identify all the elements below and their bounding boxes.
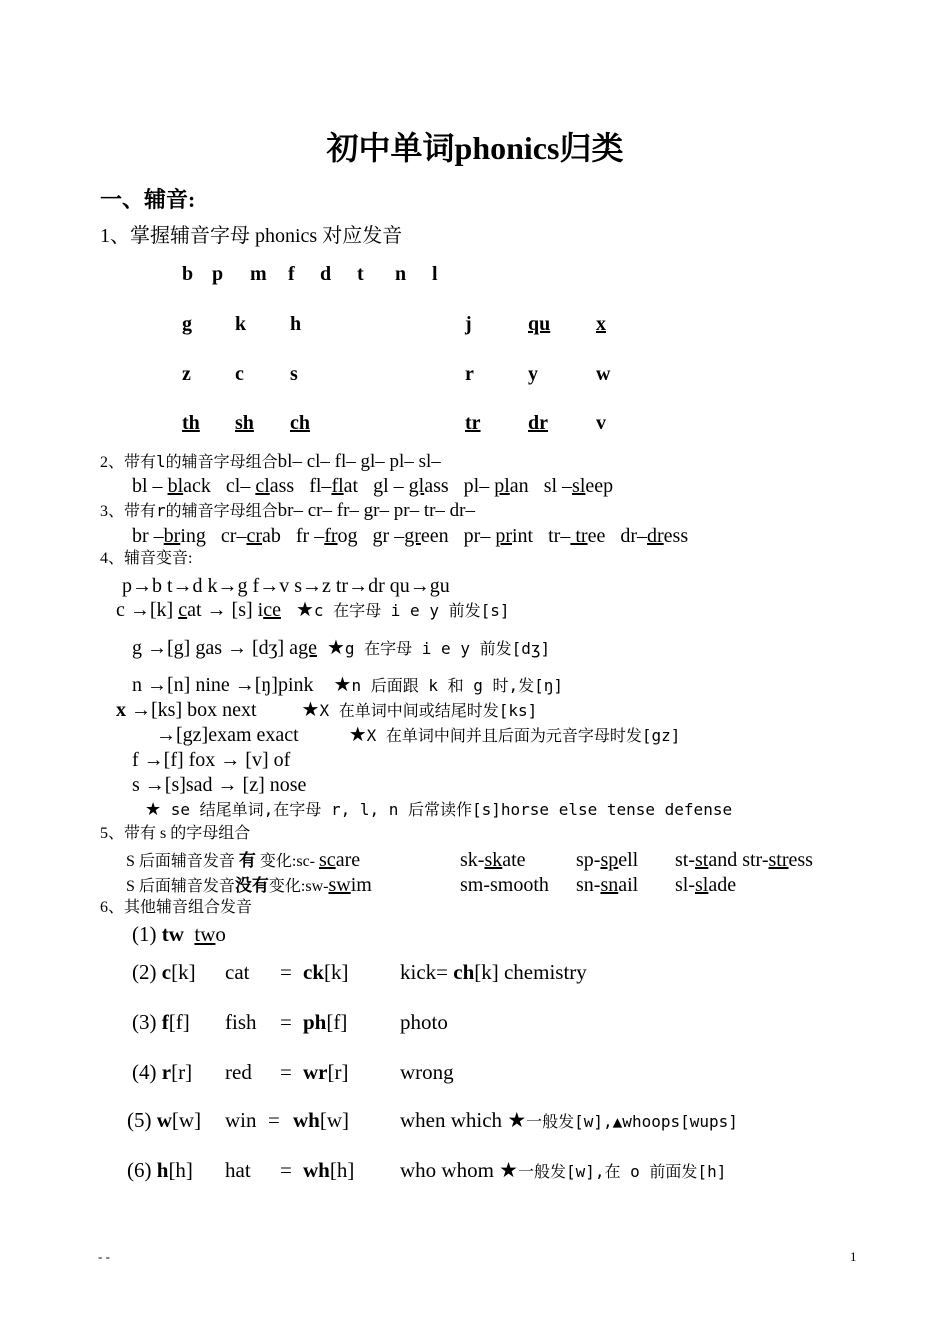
ex-prefix: pr– [463, 525, 496, 547]
page-number: 1 [850, 1249, 857, 1264]
row-note: 一般发[w],▲whoops[wups] [526, 1112, 738, 1131]
ex-suffix: are [335, 849, 361, 871]
phonetic: [k] [324, 960, 349, 984]
ex-suffix: and str- [708, 849, 769, 871]
section-heading: 一、辅音: [100, 187, 196, 212]
grid-letter: p [212, 263, 224, 285]
item-3-heading [100, 501, 475, 520]
example-text: wrong [400, 1060, 454, 1084]
grid-letter: th [182, 412, 200, 434]
phonetic: [f] [326, 1010, 348, 1034]
c-text: at → [s] i [187, 599, 264, 621]
ex-suffix: im [350, 874, 372, 896]
row-left [127, 1160, 193, 1181]
row-number: (6) [127, 1158, 157, 1182]
grid-letter: d [320, 263, 332, 285]
row-left [127, 1110, 201, 1131]
grid-letter: ch [290, 412, 310, 434]
consonant-row [0, 1160, 950, 1190]
ex-prefix: sl – [543, 475, 573, 497]
item-4-heading: 4、辅音变音: [100, 550, 193, 567]
se-line [145, 800, 732, 818]
row-note: 一般发[w],在 o 前面发[h] [518, 1162, 727, 1181]
s-change-row [126, 849, 813, 871]
combo-bold: wr [303, 1060, 328, 1084]
ex-suffix: ack [183, 475, 211, 497]
example-text: photo [400, 1010, 448, 1034]
consonant-row [0, 1062, 950, 1092]
g-note: g 在字母 i e y 前发[dʒ] [344, 639, 551, 658]
ex-prefix: dr– [620, 525, 647, 547]
row-examples [400, 1012, 448, 1033]
grid-letter: g [182, 313, 192, 335]
n-text: n →[n] nine →[ŋ]pink [132, 674, 314, 696]
row-examples [400, 1062, 454, 1083]
sound-pairs: p→b t→d k→g f→v s→z tr→dr qu→gu [122, 575, 450, 597]
phonetic: [h] [168, 1158, 193, 1182]
f-line: f →[f] fox → [v] of [132, 749, 291, 771]
consonant-row [0, 962, 950, 992]
row-label: 变化:sc- [255, 853, 320, 870]
ex-underline: fl [331, 475, 344, 497]
row-number: (3) [132, 1010, 162, 1034]
c-underline: ce [263, 599, 281, 621]
ex-prefix: sp- [576, 849, 601, 871]
row-number: (1) [132, 922, 162, 946]
ex-underline: str [768, 849, 789, 871]
heading-letter: r [156, 501, 166, 520]
ex-prefix: st- [675, 849, 695, 871]
item-1-heading: 1、掌握辅音字母 phonics 对应发音 [100, 225, 403, 247]
consonant-row [0, 1012, 950, 1042]
x-letter: x [116, 699, 126, 721]
c-text: c →[k] [116, 599, 179, 621]
phonetic: [h] [329, 1158, 355, 1182]
ex-suffix: ess [788, 849, 813, 871]
ex-suffix: ass [424, 475, 449, 497]
s-nochange-row [126, 874, 737, 896]
letter-bold: f [161, 1010, 169, 1034]
ex-underline: cr [246, 525, 262, 547]
example-word: red [225, 1060, 252, 1084]
row-number: (2) [132, 960, 162, 984]
grid-letter: k [235, 313, 247, 335]
n-line [132, 675, 563, 695]
row-label: S 后面辅音发音 [126, 878, 235, 895]
ex-underline: gr [404, 525, 421, 547]
ex-underline: tw [194, 922, 216, 946]
row-right [303, 1012, 347, 1033]
row-examples [400, 1160, 726, 1181]
ex-prefix: cr– [220, 525, 247, 547]
x-note: X 在单词中间并且后面为元音字母时发[gz] [366, 726, 681, 745]
grid-letter: qu [528, 313, 551, 335]
x-text: →[ks] box next [126, 699, 257, 721]
ex-prefix: bl – [132, 475, 168, 497]
heading-letter: l [156, 452, 166, 471]
row-number: (5) [127, 1108, 157, 1132]
ex-suffix: ell [618, 849, 639, 871]
row-label-bold: 有 [238, 851, 256, 870]
heading-text: 的辅音字母组合 [165, 503, 278, 520]
grid-letter: x [596, 313, 606, 335]
ex-prefix: pl– [463, 475, 495, 497]
example-word: win [225, 1108, 257, 1132]
ex-prefix: sl- [675, 874, 695, 896]
combos: br– cr– fr– gr– pr– tr– dr– [277, 500, 476, 521]
s-line: s →[s]sad → [z] nose [132, 774, 307, 796]
row-right [303, 1160, 354, 1181]
ex-underline: sn [600, 874, 619, 896]
ex-prefix: sk- [460, 849, 485, 871]
grid-letter: z [182, 363, 191, 385]
ex-suffix: o [215, 922, 226, 946]
star-icon: ★ [507, 1108, 527, 1132]
combo-bold: wh [293, 1108, 320, 1132]
ex-suffix: at [343, 475, 359, 497]
row-number: (4) [132, 1060, 162, 1084]
se-note: se 结尾单词,在字母 r, l, n 后常读作[s]horse else tense defense [161, 800, 733, 819]
ex-underline: sc [319, 849, 336, 871]
grid-letter: w [596, 363, 611, 385]
ex-underline: gl [408, 475, 425, 497]
c-note: c 在字母 i e y 前发[s] [313, 601, 510, 620]
row-left [132, 962, 196, 983]
equals: = [280, 1060, 292, 1084]
star-icon: ★ [499, 1158, 518, 1182]
ex-suffix: ab [262, 525, 281, 547]
ex-underline: fr [324, 525, 338, 547]
ex-underline: sk [484, 849, 503, 871]
example-word: cat [225, 960, 250, 984]
heading-text: 的辅音字母组合 [165, 454, 278, 471]
ex-underline: sl [695, 874, 709, 896]
sp-word [576, 850, 638, 870]
sk-word [460, 850, 526, 870]
x-text: →[gz]exam exact [156, 724, 299, 746]
combos: bl– cl– fl– gl– pl– sl– [277, 451, 441, 472]
ex-prefix: fl– [309, 475, 332, 497]
ex-prefix: fr – [295, 525, 325, 547]
footer-left: - - [98, 1249, 110, 1264]
star-icon: ★ [326, 637, 345, 659]
item-3-examples [132, 526, 688, 546]
ex-suffix: ess [663, 525, 689, 547]
ex-suffix: eep [585, 475, 614, 497]
ex-underline: sw [328, 874, 351, 896]
sn-word [576, 875, 638, 895]
letter-bold: r [161, 1060, 172, 1084]
combo-bold: ck [303, 960, 324, 984]
ex-underline: pl [494, 475, 510, 497]
ex-underline: cl [255, 475, 270, 497]
grid-letter: b [182, 263, 194, 285]
ex-suffix: og [337, 525, 358, 547]
ex-prefix: cl– [225, 475, 256, 497]
phonetic: [r] [171, 1060, 193, 1084]
ex-suffix: ade [708, 874, 737, 896]
g-line [132, 638, 550, 658]
star-icon: ★ [145, 799, 162, 819]
ex-suffix: een [420, 525, 449, 547]
x-line-1 [116, 700, 537, 720]
ex-suffix: ass [269, 475, 295, 497]
grid-letter: c [235, 363, 244, 385]
g-underline: ge [298, 637, 317, 659]
phonetic: [k] [171, 960, 196, 984]
row-left [132, 1062, 192, 1083]
row-right [293, 1110, 349, 1131]
row-right [303, 962, 349, 983]
grid-letter: l [432, 263, 438, 285]
page-title: 初中单词phonics归类 [326, 130, 624, 166]
x-note: X 在单词中间或结尾时发[ks] [319, 701, 538, 720]
equals: = [268, 1108, 280, 1132]
consonant-row [0, 1110, 950, 1140]
item-2-examples [132, 476, 613, 496]
phonetic: [f] [168, 1010, 190, 1034]
ex-suffix: an [509, 475, 529, 497]
phonetic: [w] [319, 1108, 350, 1132]
ex-prefix: br – [132, 525, 164, 547]
grid-letter: tr [465, 412, 481, 434]
star-icon: ★ [301, 699, 320, 721]
equals: = [280, 960, 292, 984]
c-underline: c [178, 599, 188, 621]
grid-letter: f [288, 263, 295, 285]
row-examples [400, 962, 587, 983]
ex-suffix: ail [618, 874, 639, 896]
row-label: 变化:sw- [268, 878, 329, 895]
ex-prefix: sn- [576, 874, 601, 896]
equals: = [280, 1158, 292, 1182]
row-label: S 后面辅音发音 [126, 853, 239, 870]
sl-word [675, 875, 736, 895]
ex-prefix: gl – [373, 475, 409, 497]
ex-suffix: ing [180, 525, 206, 547]
g-text: g →[g] gas → [dʒ] a [132, 637, 299, 659]
star-icon: ★ [295, 599, 314, 621]
ex-underline: sp [600, 849, 619, 871]
star-icon: ★ [348, 724, 367, 746]
ex-underline: pr [495, 525, 512, 547]
st-word [675, 850, 813, 870]
grid-letter: h [290, 313, 302, 335]
ex-underline: bl [167, 475, 184, 497]
row-left [132, 1012, 190, 1033]
example-word: hat [225, 1158, 251, 1182]
example-text: kick= [400, 960, 454, 984]
example-word: fish [225, 1010, 257, 1034]
grid-letter: y [528, 363, 538, 385]
letter-bold: h [156, 1158, 169, 1182]
row-right [303, 1062, 348, 1083]
item-2-heading [100, 452, 441, 471]
grid-letter: n [395, 263, 407, 285]
row-label-bold: 没有 [234, 876, 269, 895]
item-5-heading: 5、带有 s 的字母组合 [100, 825, 251, 842]
example-text: when which [400, 1108, 508, 1132]
grid-letter: s [290, 363, 298, 385]
grid-letter: sh [235, 412, 254, 434]
ex-underline: sl [572, 475, 586, 497]
heading-text: 2、带有 [100, 454, 157, 471]
example-text: who whom [400, 1158, 500, 1182]
phonetic: [r] [327, 1060, 349, 1084]
ex-underline: br [163, 525, 181, 547]
grid-letter: m [250, 263, 267, 285]
grid-letter: j [465, 313, 472, 335]
ex-suffix: int [512, 525, 534, 547]
sm-word: sm-smooth [460, 874, 549, 896]
grid-letter: dr [528, 412, 548, 434]
grid-letter: r [465, 363, 474, 385]
c-line [116, 600, 510, 620]
ex-prefix: gr – [372, 525, 405, 547]
letter-bold: w [156, 1108, 172, 1132]
ex-underline: st [695, 849, 709, 871]
ex-underline: dr [647, 525, 664, 547]
ex-suffix: ate [502, 849, 526, 871]
ex-underline: tr [570, 525, 588, 547]
row-examples [400, 1110, 738, 1131]
combo-bold: tw [161, 922, 184, 946]
combo-bold: wh [303, 1158, 330, 1182]
phonetic: [w] [171, 1108, 202, 1132]
x-line-2 [156, 725, 680, 745]
tw-row [132, 924, 226, 945]
equals: = [280, 1010, 292, 1034]
example-text: [k] chemistry [474, 960, 587, 984]
grid-letter: v [596, 412, 606, 434]
ex-prefix: tr– [548, 525, 571, 547]
ex-suffix: ee [587, 525, 606, 547]
item-6-heading: 6、其他辅音组合发音 [100, 899, 253, 916]
n-note: n 后面跟 k 和 g 时,发[ŋ] [351, 676, 564, 695]
star-icon: ★ [333, 674, 352, 696]
combo-bold: ch [453, 960, 475, 984]
letter-bold: c [161, 960, 172, 984]
heading-text: 3、带有 [100, 503, 157, 520]
combo-bold: ph [303, 1010, 327, 1034]
grid-letter: t [357, 263, 364, 285]
